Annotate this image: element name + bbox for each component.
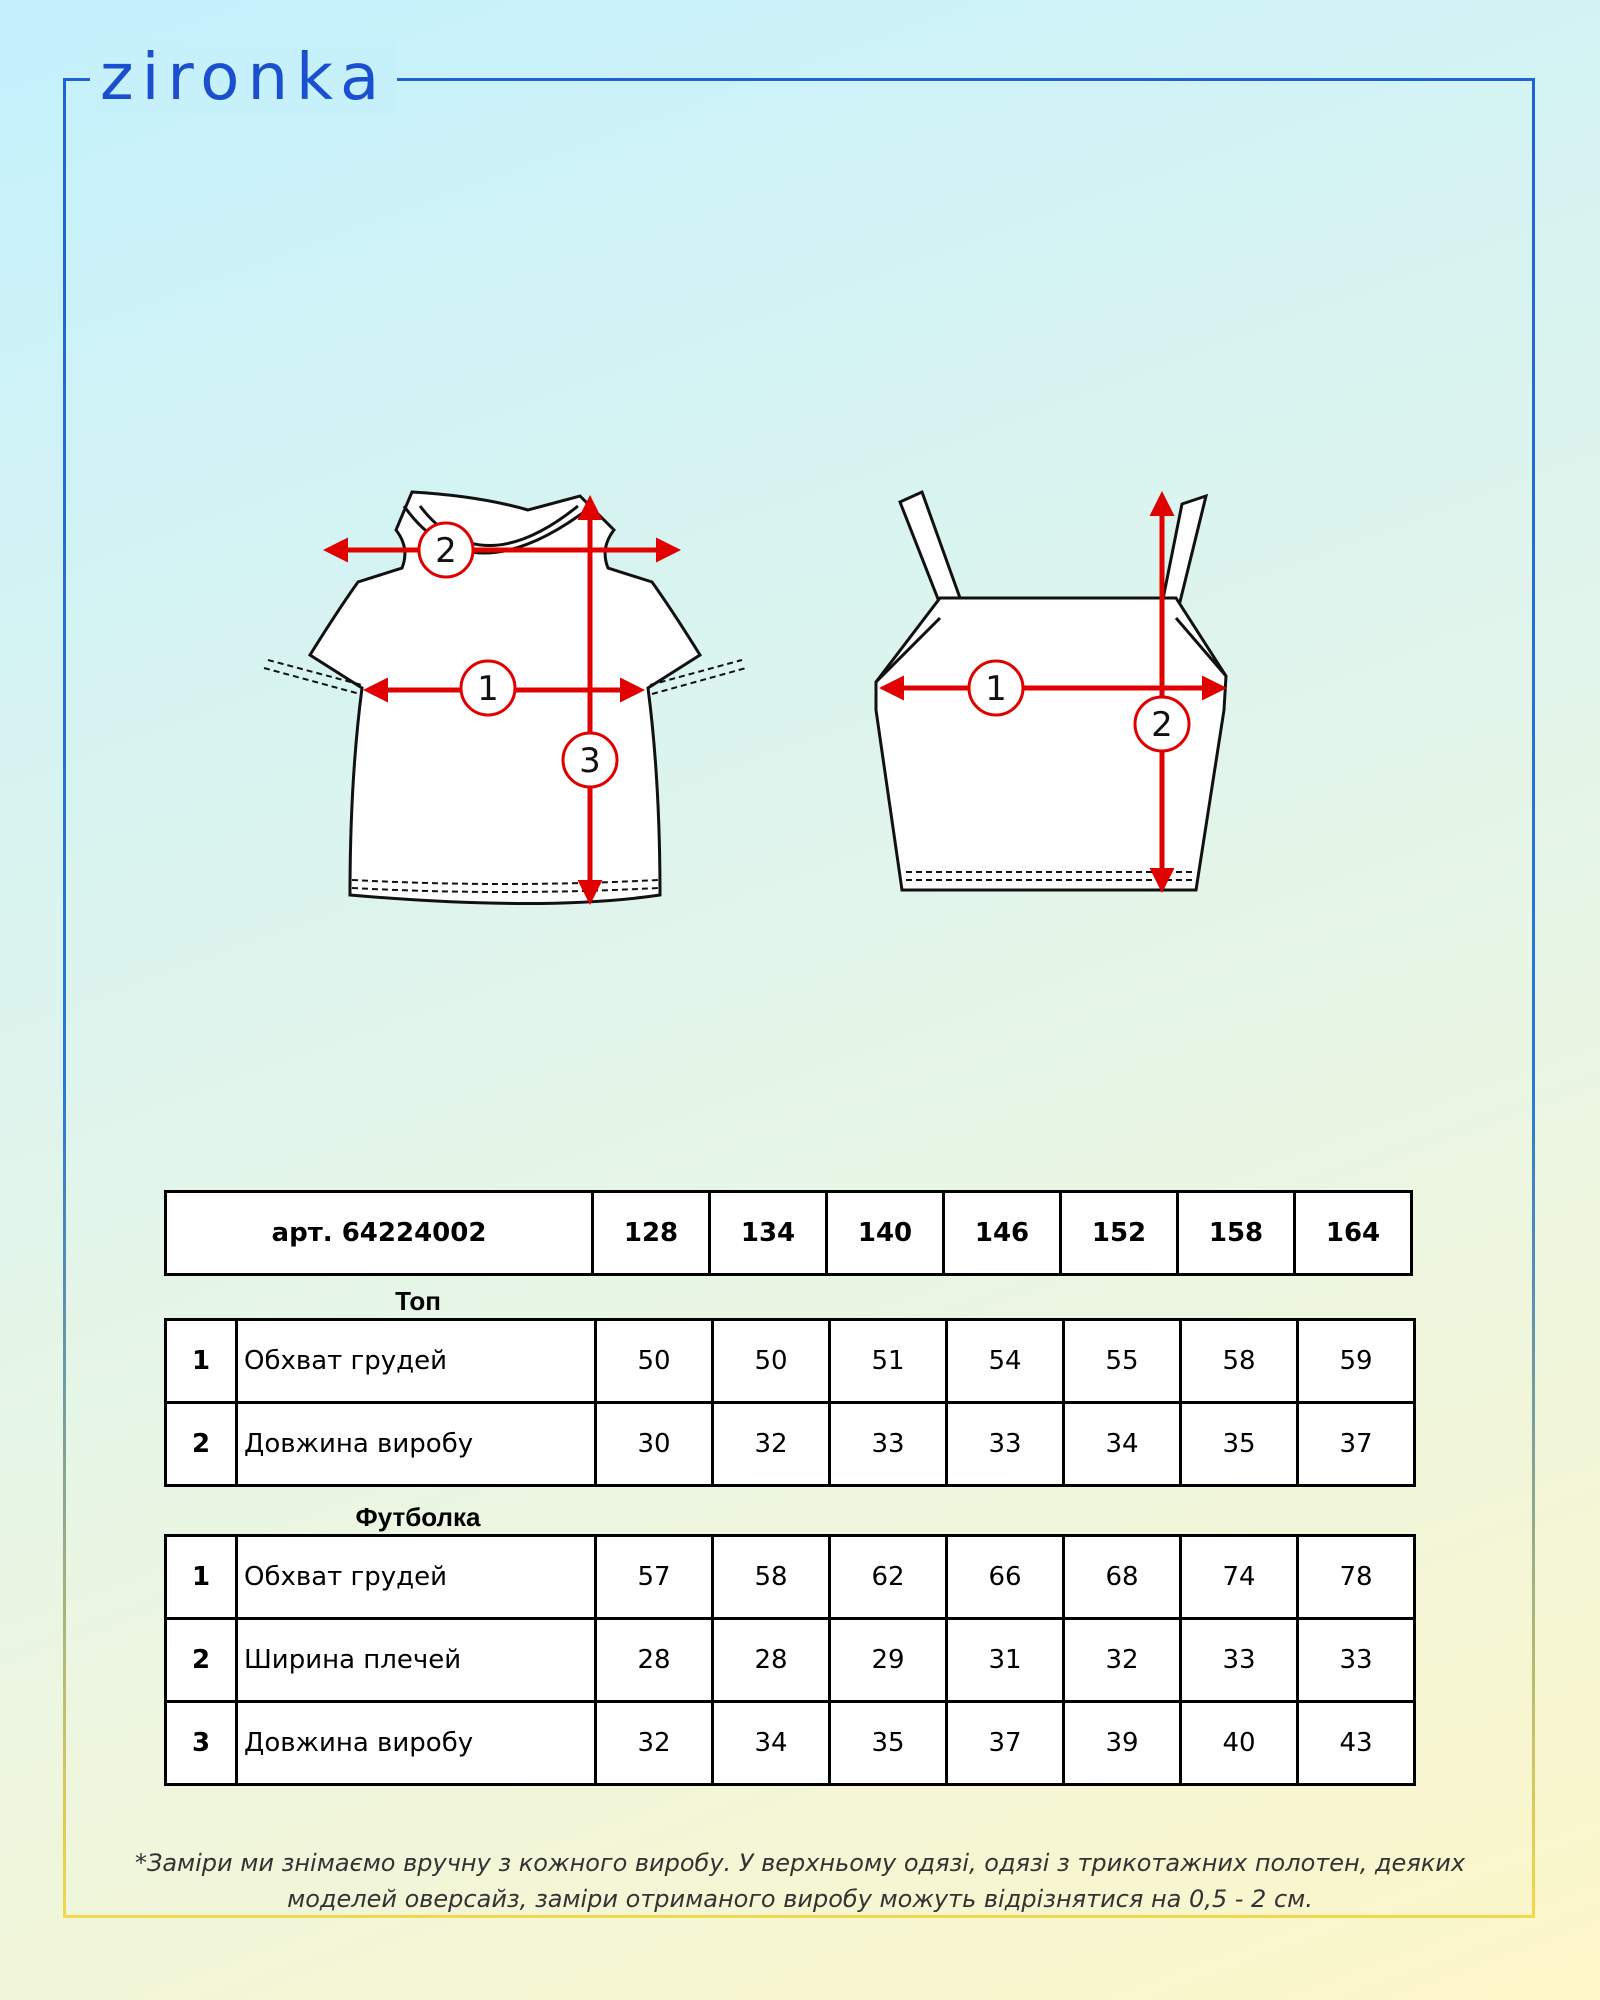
cell-value: 32 — [713, 1403, 830, 1486]
cell-value: 62 — [830, 1536, 947, 1619]
cell-value: 55 — [1064, 1320, 1181, 1403]
row-name: Ширина плечей — [237, 1619, 596, 1702]
row-name: Обхват грудей — [237, 1536, 596, 1619]
cell-value: 33 — [1298, 1619, 1415, 1702]
cell-value: 31 — [947, 1619, 1064, 1702]
size-col: 134 — [710, 1192, 827, 1275]
cell-value: 54 — [947, 1320, 1064, 1403]
cell-value: 68 — [1064, 1536, 1181, 1619]
table-row — [166, 1320, 1415, 1403]
row-number: 2 — [166, 1403, 237, 1486]
size-header-row — [166, 1192, 1412, 1275]
cell-value: 32 — [596, 1702, 713, 1785]
cell-value: 39 — [1064, 1702, 1181, 1785]
cell-value: 58 — [713, 1536, 830, 1619]
tshirt-label-1 — [461, 661, 515, 715]
cell-value: 78 — [1298, 1536, 1415, 1619]
size-col: 158 — [1178, 1192, 1295, 1275]
cell-value: 33 — [830, 1403, 947, 1486]
cell-value: 58 — [1181, 1320, 1298, 1403]
top-measurements-table — [164, 1318, 1416, 1487]
cell-value: 32 — [1064, 1619, 1181, 1702]
size-col: 164 — [1295, 1192, 1412, 1275]
table-row — [166, 1619, 1415, 1702]
cell-value: 28 — [713, 1619, 830, 1702]
table-row — [166, 1536, 1415, 1619]
cell-value: 35 — [830, 1702, 947, 1785]
svg-text:3: 3 — [579, 741, 601, 781]
cell-value: 43 — [1298, 1702, 1415, 1785]
size-col: 128 — [593, 1192, 710, 1275]
cell-value: 34 — [1064, 1403, 1181, 1486]
cell-value: 35 — [1181, 1403, 1298, 1486]
cell-value: 40 — [1181, 1702, 1298, 1785]
size-col: 146 — [944, 1192, 1061, 1275]
row-name: Обхват грудей — [237, 1320, 596, 1403]
cell-value: 37 — [947, 1702, 1064, 1785]
size-header-table — [164, 1190, 1413, 1276]
row-name: Довжина виробу — [237, 1403, 596, 1486]
top-drawing — [876, 492, 1226, 890]
row-number: 1 — [166, 1536, 237, 1619]
cell-value: 51 — [830, 1320, 947, 1403]
svg-text:2: 2 — [1151, 705, 1173, 745]
cell-value: 59 — [1298, 1320, 1415, 1403]
row-number: 2 — [166, 1619, 237, 1702]
measurement-footnote: *Заміри ми знімаємо вручну з кожного виробу. У верхньому одязі, одязі з трикотажних полотен, деяких моделей оверсайз, заміри отриманого виробу можуть відрізнятися на 0,5 - 2 см. — [134, 1849, 1466, 1913]
cell-value: 33 — [1181, 1619, 1298, 1702]
svg-text:2: 2 — [435, 531, 457, 571]
cell-value: 66 — [947, 1536, 1064, 1619]
section-title-tshirt: Футболка — [355, 1502, 481, 1532]
cell-value: 74 — [1181, 1536, 1298, 1619]
section-title-top: Топ — [395, 1286, 441, 1316]
cell-value: 50 — [713, 1320, 830, 1403]
row-name: Довжина виробу — [237, 1702, 596, 1785]
table-row — [166, 1403, 1415, 1486]
cell-value: 30 — [596, 1403, 713, 1486]
size-col: 152 — [1061, 1192, 1178, 1275]
size-col: 140 — [827, 1192, 944, 1275]
tshirt-label-3 — [563, 733, 617, 787]
cell-value: 57 — [596, 1536, 713, 1619]
article-number: арт. 64224002 — [166, 1192, 593, 1275]
cell-value: 28 — [596, 1619, 713, 1702]
brand-logo: zironka — [90, 42, 397, 114]
cell-value: 50 — [596, 1320, 713, 1403]
table-row — [166, 1702, 1415, 1785]
tshirt-measurements-table — [164, 1534, 1416, 1786]
svg-text:1: 1 — [985, 669, 1007, 709]
tshirt-label-2 — [419, 523, 473, 577]
cell-value: 37 — [1298, 1403, 1415, 1486]
svg-text:1: 1 — [477, 669, 499, 709]
row-number: 3 — [166, 1702, 237, 1785]
row-number: 1 — [166, 1320, 237, 1403]
cell-value: 33 — [947, 1403, 1064, 1486]
top-label-1 — [969, 661, 1023, 715]
cell-value: 34 — [713, 1702, 830, 1785]
cell-value: 29 — [830, 1619, 947, 1702]
top-label-2 — [1135, 697, 1189, 751]
